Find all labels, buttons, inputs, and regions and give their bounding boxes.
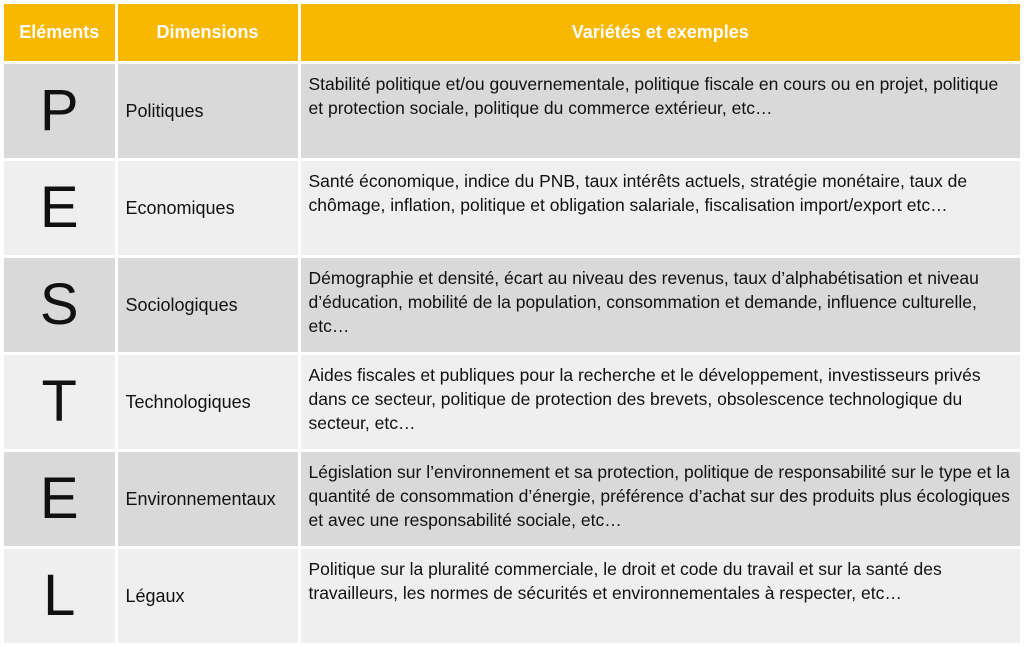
- element-letter: E: [4, 160, 116, 257]
- table-row: [4, 548, 1020, 645]
- description-text: Aides fiscales et publiques pour la recherche et le développement, investisseurs privés dans ce secteur, politique de protection des brevets, obsolescence technologique du secteur, etc…: [299, 354, 1020, 451]
- pestel-table: [4, 4, 1020, 646]
- dimension-label: Légaux: [116, 548, 299, 645]
- dimension-label: Sociologiques: [116, 257, 299, 354]
- dimension-label: Technologiques: [116, 354, 299, 451]
- dimension-label: Politiques: [116, 63, 299, 160]
- table-row: [4, 160, 1020, 257]
- description-text: Stabilité politique et/ou gouvernementale, politique fiscale en cours ou en projet, politique et protection sociale, politique du commerce extérieur, etc…: [299, 63, 1020, 160]
- element-letter: E: [4, 451, 116, 548]
- table-row: [4, 451, 1020, 548]
- description-text: Législation sur l’environnement et sa protection, politique de responsabilité sur le type et la quantité de consommation d’énergie, préférence d’achat sur des produits plus écologiques et avec une responsabilité sociale, etc…: [299, 451, 1020, 548]
- table-row: [4, 257, 1020, 354]
- element-letter: T: [4, 354, 116, 451]
- header-row: [4, 4, 1020, 63]
- element-letter: P: [4, 63, 116, 160]
- element-letter: L: [4, 548, 116, 645]
- header-dimensions: Dimensions: [116, 4, 299, 63]
- header-varieties: Variétés et exemples: [299, 4, 1020, 63]
- dimension-label: Environnementaux: [116, 451, 299, 548]
- description-text: Démographie et densité, écart au niveau des revenus, taux d’alphabétisation et niveau d’éducation, mobilité de la population, consommation et demande, influence culturelle, etc…: [299, 257, 1020, 354]
- header-elements: Eléments: [4, 4, 116, 63]
- description-text: Santé économique, indice du PNB, taux intérêts actuels, stratégie monétaire, taux de chômage, inflation, politique et obligation salariale, fiscalisation import/export etc…: [299, 160, 1020, 257]
- description-text: Politique sur la pluralité commerciale, le droit et code du travail et sur la santé des travailleurs, les normes de sécurités et environnementales à respecter, etc…: [299, 548, 1020, 645]
- table-row: [4, 63, 1020, 160]
- dimension-label: Economiques: [116, 160, 299, 257]
- table-row: [4, 354, 1020, 451]
- element-letter: S: [4, 257, 116, 354]
